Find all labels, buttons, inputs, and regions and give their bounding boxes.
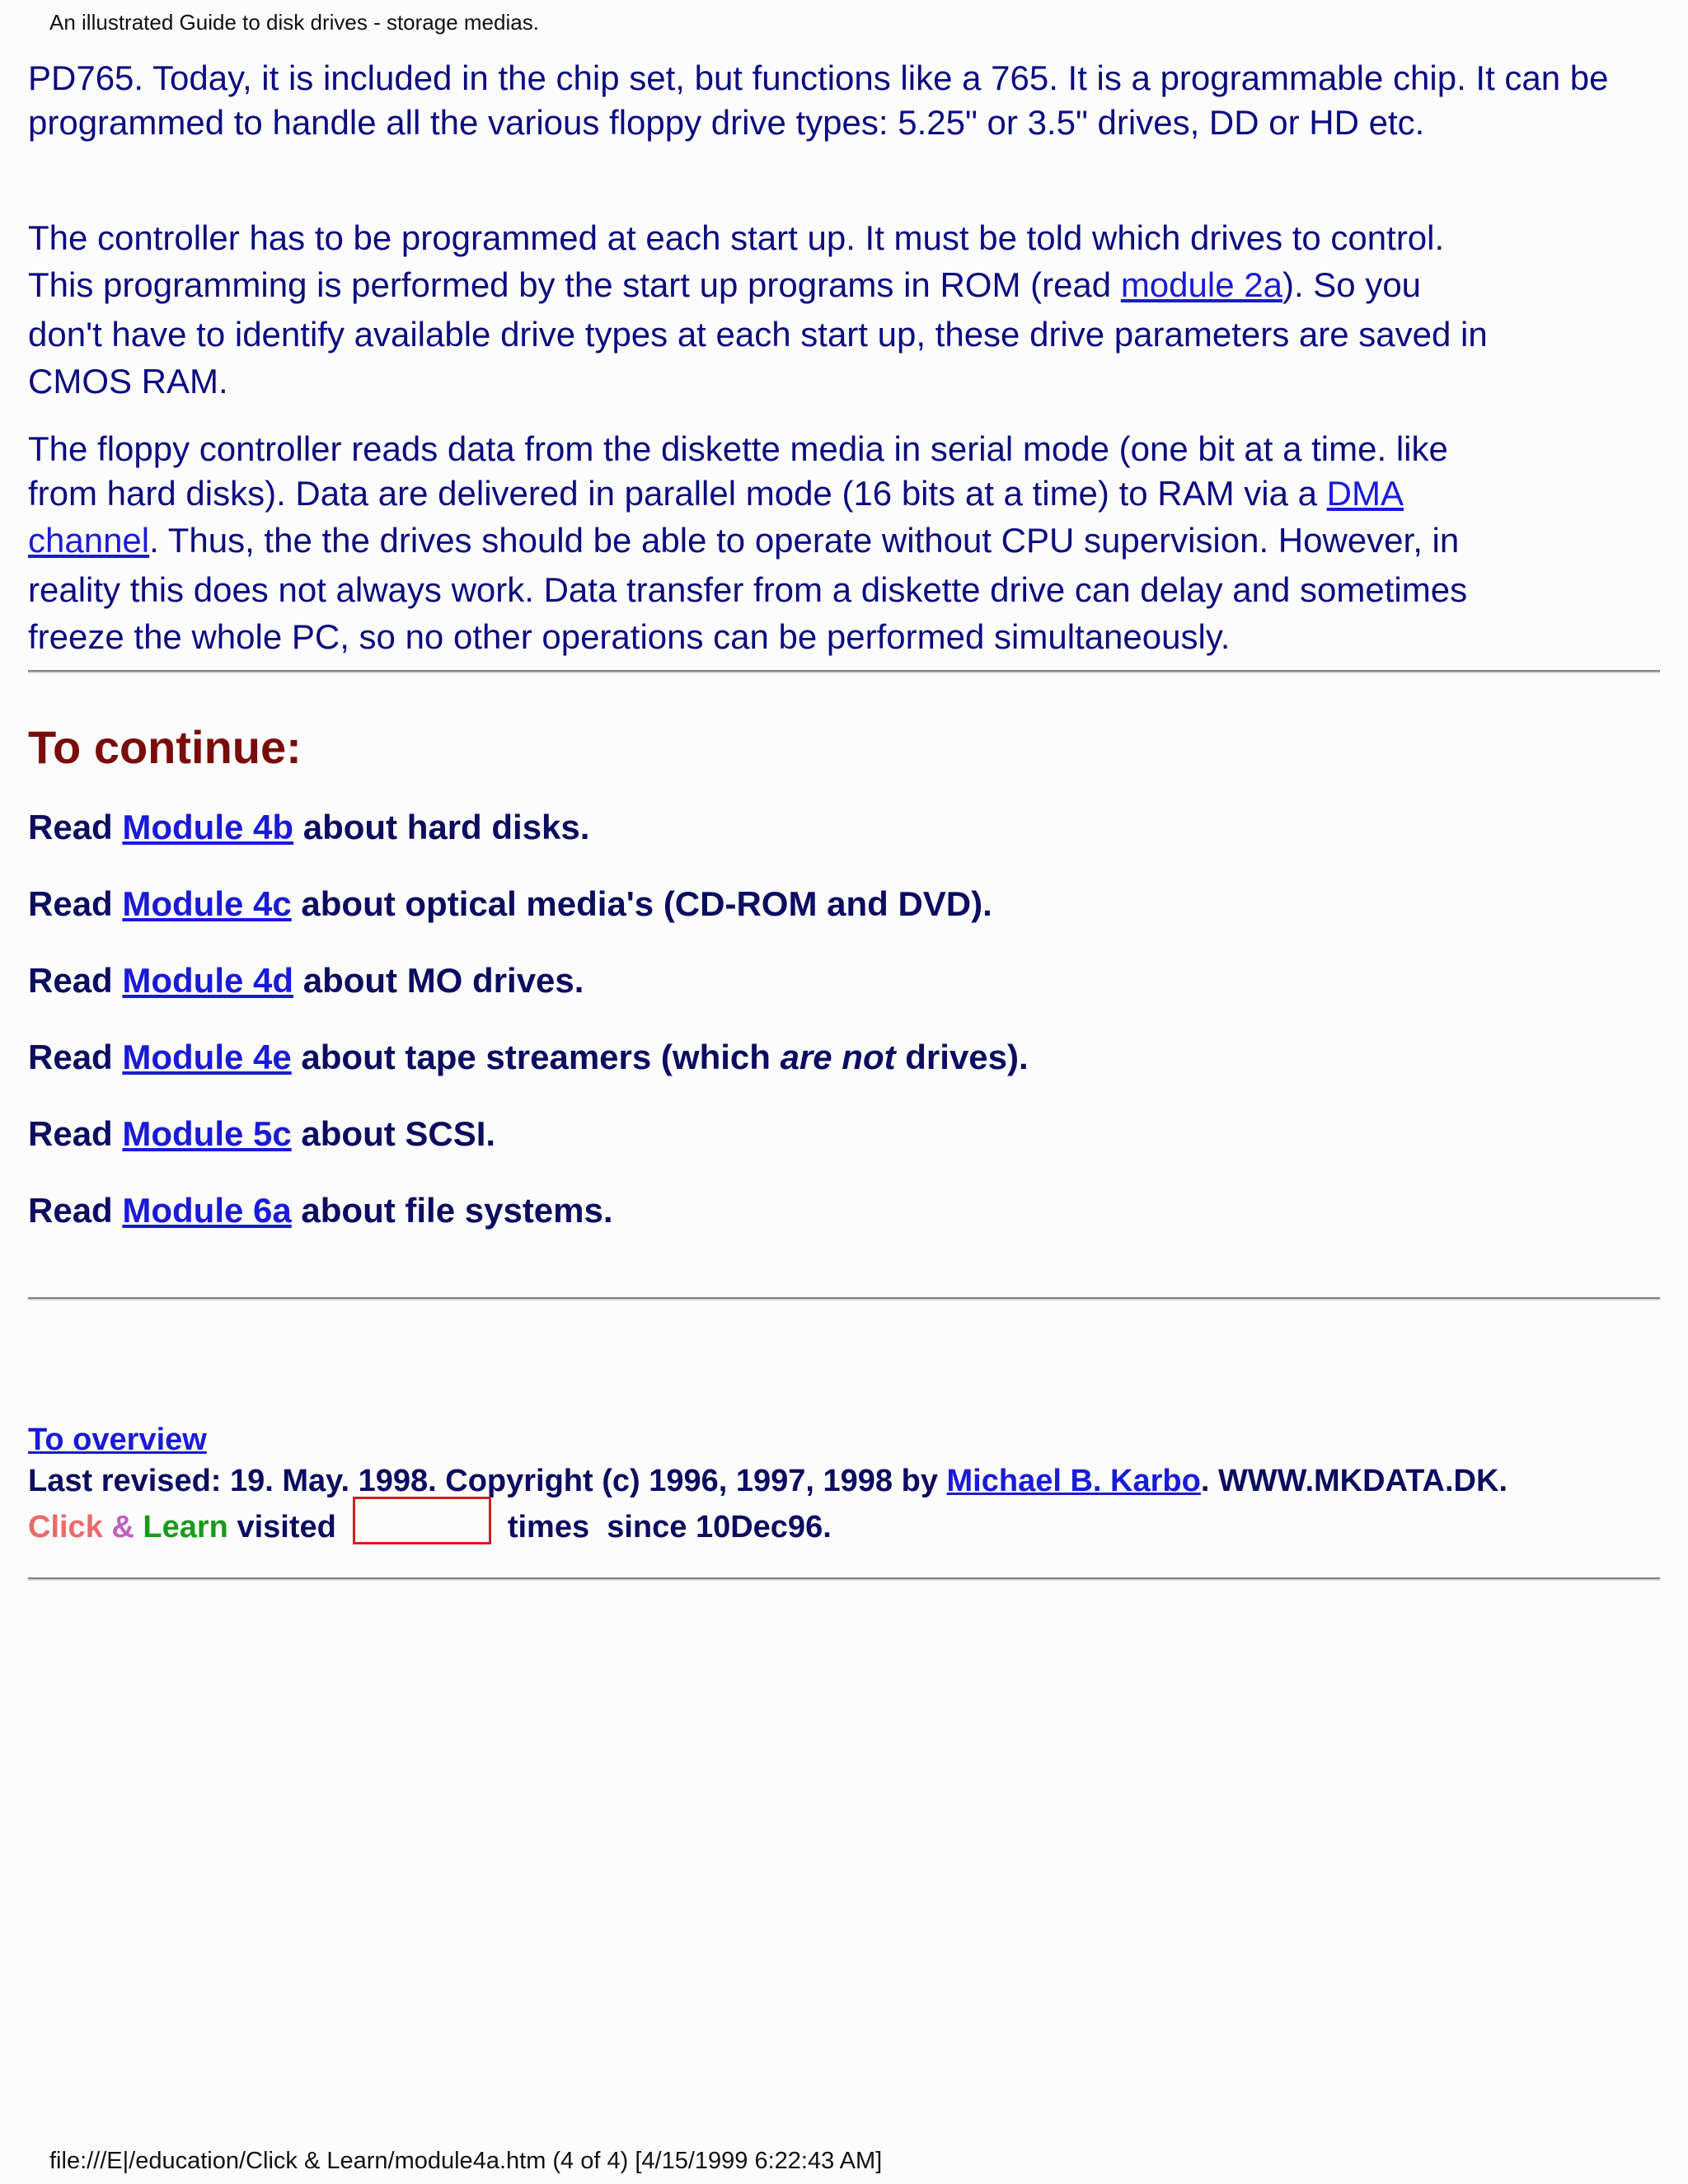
paragraph-line: The controller has to be programmed at each start up. It must be told which drives to control. [28,218,1445,257]
paragraph-line: CMOS RAM. [28,362,228,401]
module-4d-link[interactable]: Module 4d [122,961,294,1000]
divider [28,1577,1660,1581]
read-item [28,1191,613,1230]
read-text: drives). [895,1038,1029,1076]
overview-link[interactable]: To overview [28,1422,207,1457]
hit-counter-box [353,1497,491,1544]
paragraph-text: from hard disks). Data are delivered in parallel mode (16 bits at a time) to RAM via a [28,474,1327,513]
times-label: times since 10Dec96. [507,1510,832,1544]
module-2a-link[interactable]: module 2a [1120,265,1282,304]
read-prefix: Read [28,808,113,846]
module-4c-link[interactable]: Module 4c [122,884,292,923]
paragraph-text: . Thus, the the drives should be able to operate without CPU supervision. However, in [149,521,1460,560]
ampersand-label: & [111,1510,134,1544]
module-4b-link[interactable]: Module 4b [122,808,294,846]
module-6a-link[interactable]: Module 6a [122,1191,292,1230]
read-prefix: Read [28,1038,113,1076]
click-label: Click [28,1510,103,1544]
paragraph-line [28,260,1663,310]
read-item [28,808,589,847]
divider [28,1297,1660,1301]
paragraph-controller-chip: PD765. Today, it is included in the chip set, but functions like a 765. It is a programmable chip. It can be programmed to handle all the various floppy drive types: 5.25" or 3.5" drives, DD or HD etc. [28,59,1609,142]
read-item [28,884,992,924]
paragraph-text: ). So you [1282,265,1422,304]
revised-text: . WWW.MKDATA.DK. [1200,1464,1507,1498]
read-text: about tape streamers (which [291,1038,781,1076]
paragraph-line: reality this does not always work. Data transfer from a diskette drive can delay and sometimes [28,570,1468,609]
read-prefix: Read [28,1191,113,1230]
read-item [28,1038,1029,1077]
read-text: about SCSI. [291,1114,496,1153]
paragraph-floppy-controller [28,427,1663,659]
paragraph-line: don't have to identify available drive types at each start up, these drive parameters are saved in [28,315,1488,354]
continue-heading: To continue: [28,721,302,773]
last-revised [28,1464,1507,1499]
dma-channel-link[interactable]: channel [28,521,150,560]
page-header-title: An illustrated Guide to disk drives - storage medias. [49,10,539,35]
divider [28,670,1660,673]
visited-label: visited [237,1510,336,1544]
paragraph-line [28,516,1663,565]
visit-counter-line [28,1510,832,1545]
paragraph-text: This programming is performed by the start up programs in ROM (read [28,265,1121,304]
read-prefix: Read [28,884,113,923]
page-footer-path: file:///E|/education/Click & Learn/module4a.htm (4 of 4) [4/15/1999 6:22:43 AM] [49,2148,883,2174]
read-item [28,961,584,1001]
read-prefix: Read [28,1114,113,1153]
read-text: about optical media's (CD-ROM and DVD). [291,884,992,923]
read-emphasis: are not [780,1038,896,1076]
read-item [28,1114,495,1154]
module-5c-link[interactable]: Module 5c [122,1114,292,1153]
read-prefix: Read [28,961,113,1000]
author-link[interactable]: Michael B. Karbo [946,1464,1201,1498]
paragraph-line: The floppy controller reads data from the diskette media in serial mode (one bit at a time. like [28,429,1448,468]
paragraph-line [28,471,1663,516]
read-text: about file systems. [291,1191,613,1230]
paragraph-line: freeze the whole PC, so no other operations can be performed simultaneously. [28,617,1231,656]
read-text: about MO drives. [293,961,584,1000]
read-text: about hard disks. [293,808,590,846]
module-4e-link[interactable]: Module 4e [122,1038,292,1076]
dma-link[interactable]: DMA [1326,474,1404,513]
learn-label: Learn [143,1510,228,1544]
revised-text: Last revised: 19. May. 1998. Copyright (c) 1996, 1997, 1998 by [28,1464,947,1498]
paragraph-controller-programming [28,216,1663,404]
